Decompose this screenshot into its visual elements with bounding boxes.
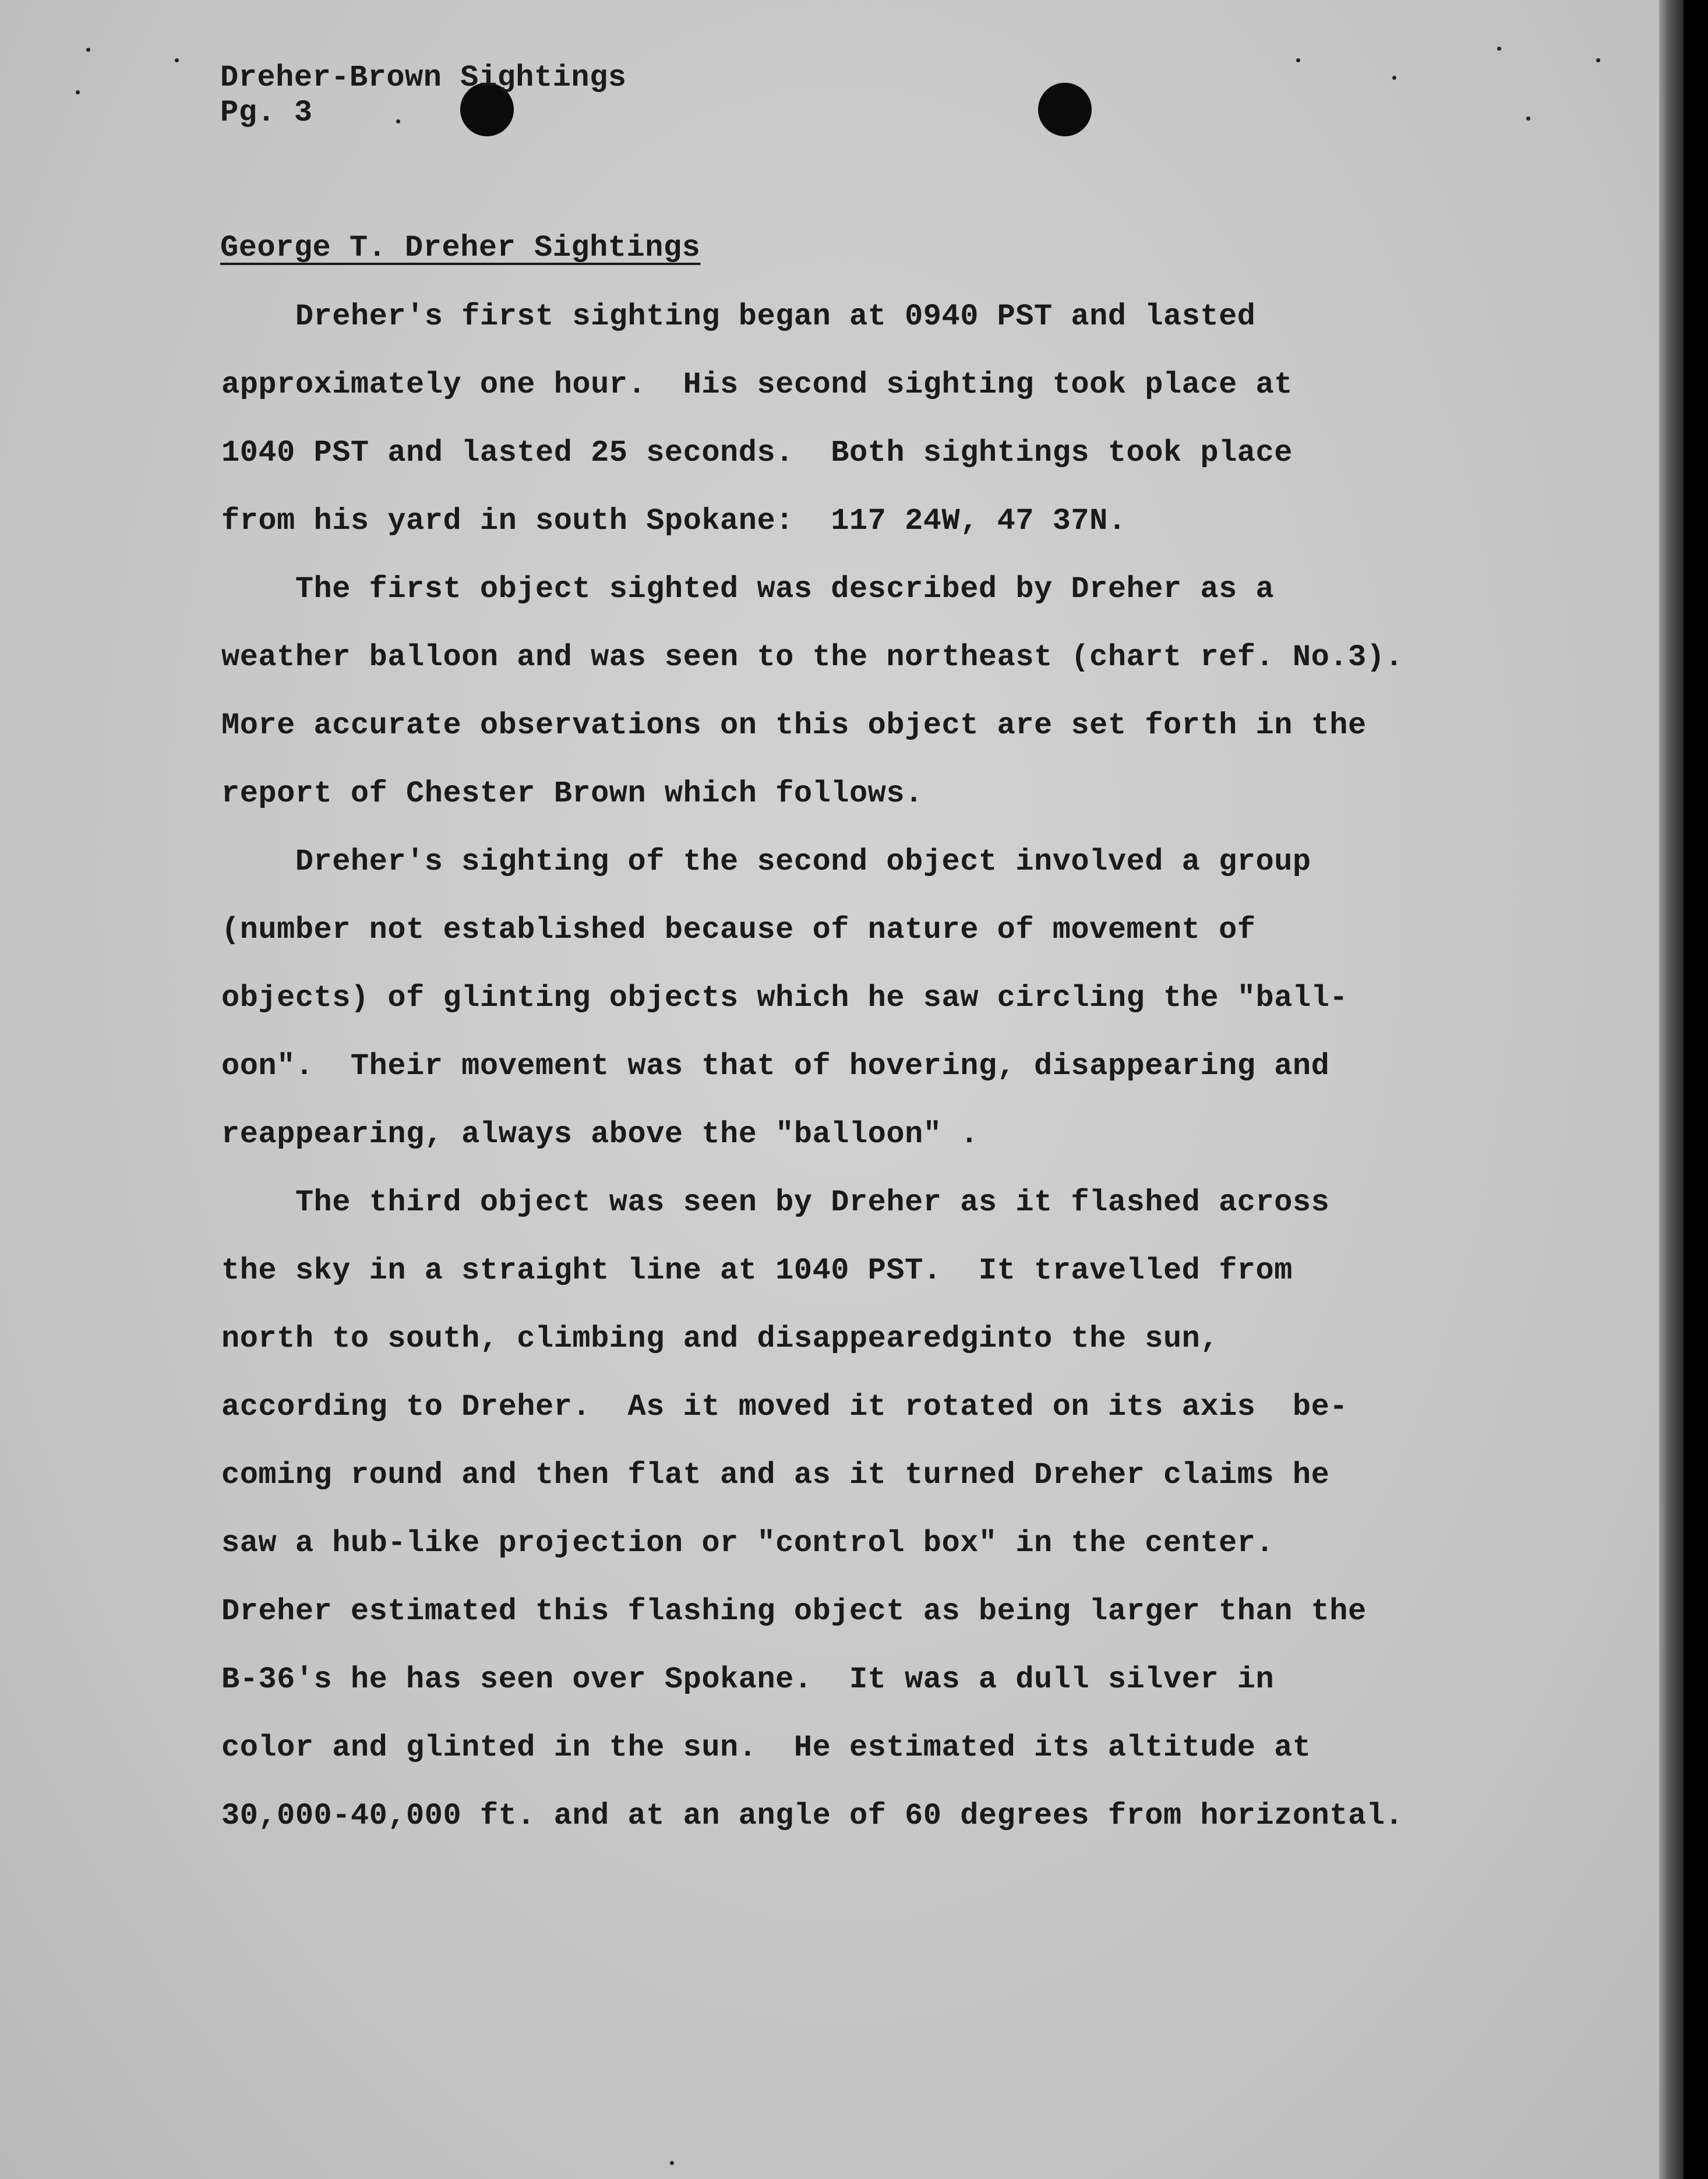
paper-speck [76, 90, 80, 94]
body-line: from his yard in south Spokane: 117 24W, 47 37N. [221, 504, 1127, 538]
body-line: color and glinted in the sun. He estimated its altitude at [221, 1731, 1311, 1765]
paper-speck [86, 48, 90, 52]
body-line: report of Chester Brown which follows. [221, 776, 923, 811]
header-title: Dreher-Brown Sightings [220, 61, 627, 95]
paper-speck [1526, 116, 1530, 121]
body-line: Dreher's sighting of the second object involved a group [221, 845, 1311, 879]
body-line: saw a hub-like projection or "control box" in the center. [221, 1526, 1275, 1560]
body-line: according to Dreher. As it moved it rotated on its axis be- [221, 1390, 1349, 1424]
paper-speck [1596, 58, 1600, 62]
body-line: (number not established because of nature of movement of [221, 913, 1256, 947]
paper-speck [670, 2161, 674, 2165]
header-page-number: Pg. 3 [220, 96, 313, 130]
body-line: Dreher's first sighting began at 0940 PST and lasted [221, 299, 1256, 334]
page-edge-shadow [1659, 0, 1684, 2179]
body-line: 30,000-40,000 ft. and at an angle of 60 degrees from horizontal. [221, 1799, 1404, 1833]
body-line: objects) of glinting objects which he saw circling the "ball- [221, 981, 1349, 1015]
body-line: the sky in a straight line at 1040 PST. It travelled from [221, 1253, 1293, 1288]
body-line: oon". Their movement was that of hovering, disappearing and [221, 1049, 1330, 1083]
section-title: George T. Dreher Sightings [220, 231, 701, 265]
body-line: reappearing, always above the "balloon" . [221, 1117, 979, 1152]
body-line: B-36's he has seen over Spokane. It was a dull silver in [221, 1662, 1275, 1697]
paper-speck [1296, 58, 1300, 62]
body-line: More accurate observations on this object are set forth in the [221, 708, 1367, 743]
paper-speck [396, 119, 400, 123]
body-line: The first object sighted was described by Dreher as a [221, 572, 1275, 606]
body-line: Dreher estimated this flashing object as being larger than the [221, 1594, 1367, 1629]
body-line: weather balloon and was seen to the northeast (chart ref. No.3). [221, 640, 1404, 674]
paper-speck [175, 58, 179, 62]
body-line: The third object was seen by Dreher as it flashed across [221, 1185, 1330, 1220]
punch-hole-right [1038, 83, 1092, 136]
paper-speck [1497, 47, 1501, 51]
body-line: north to south, climbing and disappearedginto the sun, [221, 1322, 1219, 1356]
paper-speck [1392, 76, 1396, 80]
body-line: coming round and then flat and as it turned Dreher claims he [221, 1458, 1330, 1492]
body-line: approximately one hour. His second sighting took place at [221, 368, 1293, 402]
body-line: 1040 PST and lasted 25 seconds. Both sightings took place [221, 436, 1293, 470]
